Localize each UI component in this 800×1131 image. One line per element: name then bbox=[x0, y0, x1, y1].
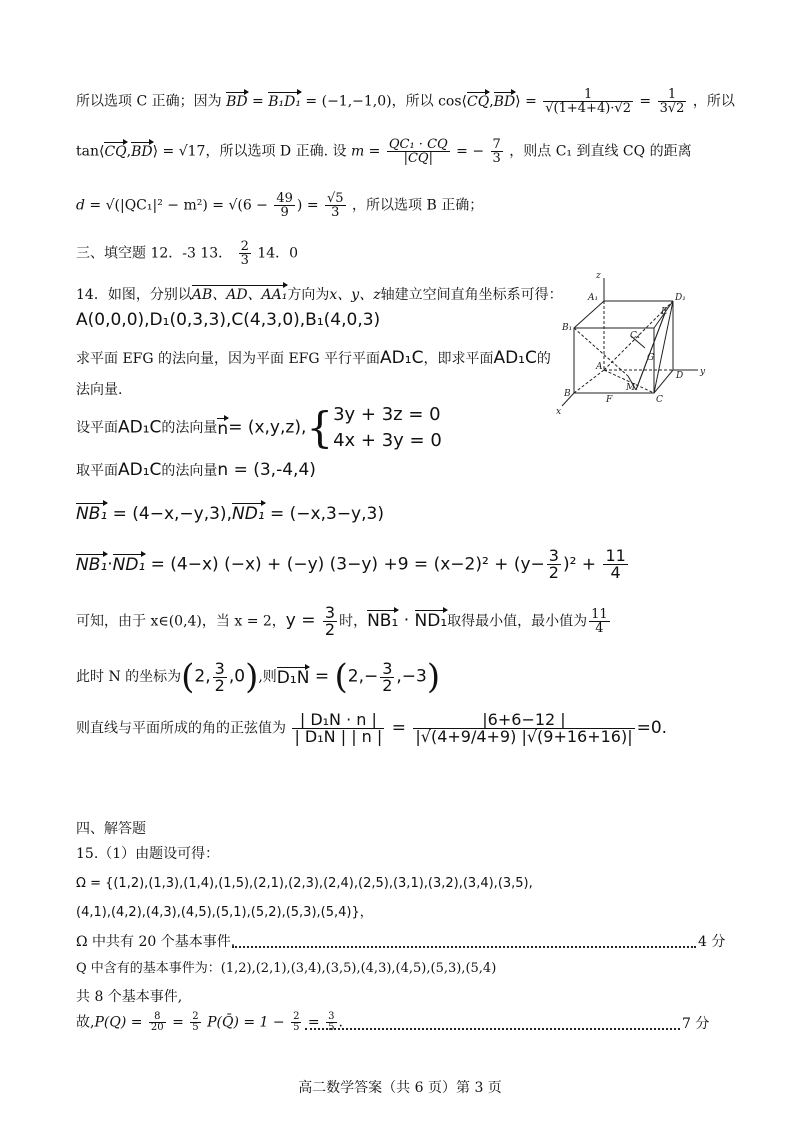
denominator: √(1+4+4)·√2 bbox=[545, 101, 631, 116]
score-7: 7 分 bbox=[682, 1016, 710, 1032]
label-y: y bbox=[700, 367, 706, 377]
fraction bbox=[413, 712, 634, 745]
omega-line-1: Ω = {(1,2),(1,3),(1,4),(1,5),(2,1),(2,3),(2,4),(2,5),(3,1),(3,2),(3,4),(3,5), bbox=[76, 876, 533, 891]
fraction bbox=[323, 605, 337, 638]
problem-15-intro: 15.（1）由题设可得： bbox=[76, 846, 220, 862]
equation-2: 4x + 3y = 0 bbox=[333, 430, 442, 451]
denominator: 4 bbox=[595, 621, 604, 636]
label-a: A bbox=[596, 362, 603, 372]
text: ,−3 bbox=[396, 666, 427, 687]
text: 取得最小值，最小值为 bbox=[447, 613, 588, 630]
text: = bbox=[634, 93, 656, 110]
text: . bbox=[338, 1014, 343, 1031]
label-d: D bbox=[676, 371, 684, 381]
text: = √(|QC₁|² − m²) = √(6 − bbox=[84, 197, 273, 214]
coordinates-line: A(0,0,0),D₁(0,3,3),C(4,3,0),B₁(4,0,3) bbox=[76, 310, 381, 330]
fraction bbox=[387, 138, 450, 165]
fraction bbox=[589, 608, 610, 635]
dot-product-line bbox=[76, 548, 630, 581]
text: 设平面 bbox=[76, 420, 118, 436]
label-b: B bbox=[564, 389, 571, 399]
vector-d1n: D₁N bbox=[276, 668, 310, 688]
plane-name: AD₁C bbox=[493, 348, 537, 368]
label-e: E bbox=[661, 307, 668, 317]
denominator: 2 bbox=[548, 563, 559, 582]
vector-bd: BD bbox=[131, 143, 153, 160]
sine-value-line bbox=[76, 712, 667, 745]
fraction bbox=[491, 138, 503, 165]
text: P(Q̄) = 1 − bbox=[202, 1014, 290, 1031]
denominator: |√(4+9/4+9) |√(9+16+16)| bbox=[415, 727, 633, 746]
numerator: 3 bbox=[214, 658, 225, 678]
numerator: QC₁ · CQ bbox=[388, 137, 448, 152]
score-4: 4 分 bbox=[698, 934, 726, 950]
text: 方向为 bbox=[287, 287, 330, 303]
text: 14．如图，分别以 bbox=[76, 287, 192, 303]
numerator: 49 bbox=[276, 191, 293, 206]
text: = bbox=[364, 143, 385, 160]
fraction bbox=[274, 192, 295, 219]
q-events: Q 中含有的基本事件为：(1,2),(2,1),(3,4),(3,5),(4,3),(4,5),(5,3),(5,4) bbox=[76, 961, 497, 976]
numerator: 11 bbox=[591, 607, 608, 622]
paren: ( bbox=[334, 657, 348, 697]
text: 此时 N 的坐标为 bbox=[76, 669, 182, 685]
text: P(Q) = bbox=[94, 1014, 147, 1031]
line-option-c bbox=[76, 88, 735, 115]
text: ，所以 bbox=[692, 93, 735, 110]
probability-line bbox=[76, 1012, 343, 1033]
fraction bbox=[292, 712, 384, 745]
denominator: 5 bbox=[293, 1022, 300, 1033]
equation-system bbox=[333, 402, 442, 454]
vector-nd1: ND₁ bbox=[231, 504, 265, 524]
label-b1: B₁ bbox=[562, 323, 573, 333]
vector-cq: CQ bbox=[467, 93, 490, 110]
text: 2, bbox=[194, 666, 211, 687]
vector-cq: CQ bbox=[104, 143, 127, 160]
label-m: M bbox=[626, 383, 636, 393]
vector-b1d1: B₁D₁ bbox=[268, 93, 301, 110]
text: 三、填空题 12．-3 13． bbox=[76, 245, 233, 262]
text: = (4−x) (−x) + (−y) (3−y) +9 = (x−2)² + (y− bbox=[145, 554, 545, 575]
vector-bd: BD bbox=[493, 93, 516, 110]
numerator: 8 bbox=[149, 1012, 166, 1023]
label-z: z bbox=[596, 271, 601, 281]
fraction bbox=[239, 240, 251, 267]
numerator: |6+6−12 | bbox=[413, 712, 634, 729]
text: =0. bbox=[636, 718, 668, 738]
text: · bbox=[398, 610, 415, 631]
text: ) = bbox=[296, 197, 324, 214]
paren: ) bbox=[245, 657, 259, 697]
denominator: 4 bbox=[610, 563, 621, 582]
q-count: 共 8 个基本事件, bbox=[76, 989, 183, 1005]
denominator: 9 bbox=[280, 205, 289, 220]
denominator: 2 bbox=[324, 620, 336, 639]
text: ,0 bbox=[228, 666, 246, 687]
label-g: G bbox=[647, 353, 655, 363]
denominator: 3 bbox=[331, 205, 340, 220]
numerator: 2 bbox=[240, 239, 249, 254]
label-a1: A₁ bbox=[588, 293, 599, 303]
paren: ( bbox=[181, 657, 195, 697]
plane-name: AD₁C bbox=[118, 417, 162, 438]
variable-m: m bbox=[350, 143, 365, 160]
denominator: 5 bbox=[192, 1022, 199, 1033]
text: = (x,y,z), bbox=[228, 417, 307, 438]
cube-figure bbox=[548, 268, 718, 418]
label-x: x bbox=[556, 407, 562, 417]
text: ,则 bbox=[258, 669, 277, 685]
numerator: 1 bbox=[658, 88, 687, 102]
text: ，则点 C₁ 到直线 CQ 的距离 bbox=[509, 143, 692, 160]
text: = − bbox=[451, 143, 485, 160]
vectors-ab-ad-aa1: AB、AD、AA₁ bbox=[191, 287, 288, 303]
equation-system-line bbox=[76, 402, 442, 454]
text: 可知，由于 x∈(0,4)，当 x = 2， bbox=[76, 613, 286, 630]
normal-vector-value: n = (3,-4,4) bbox=[217, 460, 316, 480]
leader-dots bbox=[303, 1014, 680, 1031]
fraction bbox=[325, 192, 346, 219]
normal-vector-label: 法向量. bbox=[76, 382, 123, 398]
text: = (4−x,−y,3), bbox=[107, 504, 232, 524]
denominator: 3 bbox=[492, 151, 501, 166]
text: 的法向量 bbox=[161, 463, 218, 479]
fraction bbox=[190, 1012, 200, 1033]
fraction bbox=[547, 548, 561, 581]
denominator: |CQ| bbox=[403, 151, 433, 166]
vector-bd: BD bbox=[226, 93, 248, 110]
denominator: 3√2 bbox=[659, 101, 685, 116]
text: 14．0 bbox=[257, 245, 299, 262]
line-distance bbox=[76, 192, 483, 219]
text: 求平面 EFG 的法向量，因为平面 EFG 平行平面 bbox=[76, 351, 381, 367]
vector-nb1: NB₁ bbox=[76, 504, 108, 524]
text: · bbox=[107, 554, 113, 575]
text: = bbox=[386, 718, 412, 738]
numerator: | D₁N · n | bbox=[292, 712, 384, 729]
numerator: 7 bbox=[492, 137, 501, 152]
label-c: C bbox=[656, 395, 663, 405]
normal-vector-intro bbox=[76, 350, 551, 367]
text: = bbox=[167, 1014, 189, 1031]
text: 则直线与平面所成的角的正弦值为 bbox=[76, 720, 286, 737]
axes-names: x、y、z bbox=[329, 287, 381, 303]
text: ，即求平面 bbox=[423, 351, 494, 367]
page-footer: 高二数学答案（共 6 页）第 3 页 bbox=[298, 1080, 502, 1096]
omega-line-2: (4,1),(4,2),(4,3),(4,5),(5,1),(5,2),(5,3),(5,4)}， bbox=[76, 905, 373, 920]
omega-count: Ω 中共有 20 个基本事件. bbox=[76, 934, 236, 950]
vector-nd1: ND₁ bbox=[414, 610, 448, 631]
text: 轴建立空间直角坐标系可得： bbox=[380, 287, 563, 303]
point-n-line bbox=[76, 657, 441, 697]
vector-nd1: ND₁ bbox=[112, 554, 146, 575]
text: ⟩ = √17，所以选项 D 正确. 设 bbox=[152, 143, 347, 160]
fraction bbox=[380, 658, 394, 695]
text: = bbox=[303, 1014, 325, 1031]
denominator: 5 bbox=[328, 1022, 335, 1033]
fraction bbox=[603, 548, 627, 581]
problem-14-intro bbox=[76, 285, 563, 302]
minimum-line bbox=[76, 605, 612, 638]
fraction bbox=[291, 1012, 301, 1033]
text: = bbox=[309, 666, 335, 687]
text: = bbox=[247, 93, 269, 110]
fraction bbox=[213, 658, 227, 695]
text: 取平面 bbox=[76, 463, 118, 479]
denominator: 2 bbox=[214, 675, 225, 695]
text: 的法向量 bbox=[161, 420, 218, 436]
numerator: 3 bbox=[328, 1011, 335, 1022]
numerator: 3 bbox=[382, 658, 393, 678]
text: 时， bbox=[339, 613, 368, 630]
label-f: F bbox=[606, 395, 613, 405]
text: )² + bbox=[562, 554, 602, 575]
leader-dots bbox=[232, 935, 696, 948]
fraction bbox=[658, 88, 687, 115]
vector-n: n bbox=[217, 419, 229, 439]
text: y = bbox=[285, 610, 321, 631]
denominator: 20 bbox=[150, 1022, 164, 1033]
text: , bbox=[126, 143, 132, 160]
numerator: 3 bbox=[324, 603, 336, 622]
text: , bbox=[489, 93, 494, 110]
section-solutions: 四、解答题 bbox=[76, 821, 146, 837]
text: ，所以选项 B 正确； bbox=[352, 197, 484, 214]
numerator: 3 bbox=[548, 546, 559, 565]
text: 故, bbox=[76, 1014, 95, 1031]
line-option-d bbox=[76, 138, 692, 165]
vector-nb1: NB₁ bbox=[367, 610, 399, 631]
plane-name: AD₁C bbox=[380, 348, 424, 368]
denominator: 2 bbox=[382, 675, 393, 695]
section-fill-blank bbox=[76, 240, 298, 267]
fraction bbox=[149, 1012, 166, 1033]
vectors-nb1-nd1 bbox=[76, 503, 384, 523]
denominator: 3 bbox=[240, 253, 249, 268]
numerator: √5 bbox=[327, 191, 344, 206]
text: ⟩ = bbox=[515, 93, 542, 110]
brace: { bbox=[306, 403, 334, 452]
plane-name: AD₁C bbox=[118, 460, 162, 480]
numerator: 11 bbox=[605, 546, 626, 565]
text: = (−1,−1,0)，所以 cos⟨ bbox=[300, 93, 467, 110]
text: 2,− bbox=[347, 666, 379, 687]
text: = (−x,3−y,3) bbox=[264, 504, 384, 524]
denominator: | D₁N | | n | bbox=[294, 727, 383, 746]
numerator: 2 bbox=[293, 1011, 300, 1022]
text: 所以选项 C 正确；因为 bbox=[76, 93, 222, 110]
label-d1: D₁ bbox=[675, 293, 686, 303]
paren: ) bbox=[426, 657, 441, 697]
text: tan⟨ bbox=[76, 143, 105, 160]
fraction bbox=[543, 88, 633, 115]
variable-d: d bbox=[76, 197, 85, 214]
numerator: 1 bbox=[543, 88, 633, 102]
label-c1: C₁ bbox=[630, 331, 641, 341]
equation-1: 3y + 3z = 0 bbox=[333, 404, 441, 425]
normal-vector-result bbox=[76, 462, 316, 479]
numerator: 2 bbox=[192, 1011, 199, 1022]
vector-nb1: NB₁ bbox=[76, 554, 108, 575]
text: 的 bbox=[536, 351, 551, 367]
